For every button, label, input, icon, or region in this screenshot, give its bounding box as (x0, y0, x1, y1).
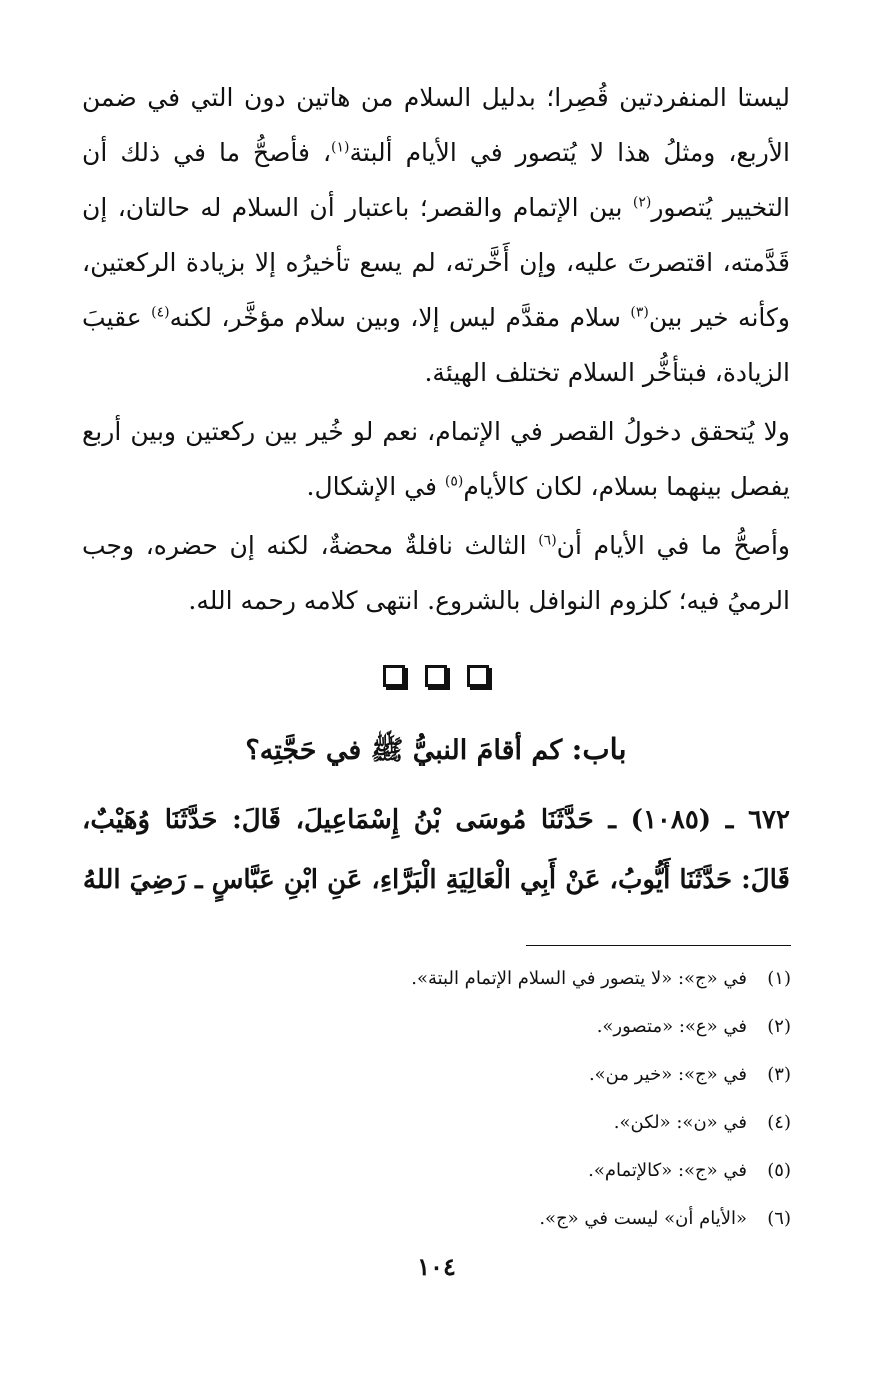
text-segment: في الإشكال. (306, 472, 445, 501)
chapter-title: كم أقامَ النبيُّ ﷺ في حَجَّتِه؟ (245, 735, 563, 766)
footnote-text: «الأيام أن» ليست في «ج». (539, 1208, 747, 1229)
text-segment: سلام مقدَّم ليس إلا، وبين سلام مؤخَّر، لكنه (169, 303, 631, 332)
paragraph (82, 404, 790, 514)
footnotes (83, 962, 791, 1250)
footnote-number: (١) (767, 968, 791, 989)
footnote-item (83, 962, 791, 1010)
footnote-text: في «ج»: «كالإتمام». (588, 1160, 747, 1181)
footnote-ref: (٦) (538, 532, 557, 549)
footnote-text: في «ج»: «خير من». (588, 1064, 747, 1085)
footnote-divider (526, 945, 791, 946)
page-number: ١٠٤ (417, 1252, 456, 1281)
text-segment: ولا يُتحقق دخولُ القصر في الإتمام، نعم لو خُير بين ركعتين وبين أربع يفصل بينهما بسلام، لكان كالأيام (82, 417, 790, 501)
footnote-ref: (١) (331, 139, 350, 156)
footnote-text: في «ج»: «لا يتصور في السلام الإتمام البتة». (411, 968, 747, 989)
footnote-item (83, 1058, 791, 1106)
text-segment: عقيبَ الزيادة، فبتأخُّر السلام تختلف الهيئة. (82, 303, 790, 387)
footnote-item (83, 1010, 791, 1058)
footnote-ref: (٣) (630, 304, 649, 321)
footnote-ref: (٢) (632, 194, 652, 211)
footnote-item (83, 1154, 791, 1202)
footnote-number: (٣) (767, 1064, 791, 1085)
footnote-text: في «ع»: «متصور». (596, 1016, 747, 1037)
text-segment: ليستا المنفردتين قُصِرا؛ بدليل السلام من هاتين دون التي في ضمن الأربع، ومثلُ هذا لا يُتصور في الأيام ألبتة (82, 83, 790, 167)
footnote-item (83, 1106, 791, 1154)
chapter-heading (82, 724, 790, 776)
chapter-label: باب: (571, 732, 627, 766)
square-ornament-icon (425, 665, 447, 687)
footnote-number: (٢) (767, 1016, 791, 1037)
footnote-number: (٤) (767, 1112, 791, 1133)
text-segment: الثالث نافلةٌ محضةٌ، لكنه إن حضره، وجب الرميُ فيه؛ كلزوم النوافل بالشروع. انتهى كلامه رحمه الله. (82, 531, 790, 615)
paragraph (82, 70, 790, 400)
text-segment: وأصحُّ ما في الأيام أن (556, 531, 791, 560)
text-segment: بين الإتمام والقصر؛ باعتبار أن السلام له حالتان، إن قَدَّمته، اقتصرتَ عليه، وإن أَخَّرته، لم يسع تأخيرُه إلا بزيادة الركعتين، وكأنه خير بين (82, 193, 790, 332)
footnote-item (83, 1202, 791, 1250)
square-ornament-icon (383, 665, 405, 687)
section-separator (82, 656, 790, 696)
footnote-number: (٥) (767, 1160, 791, 1181)
hadith-text: ٦٧٢ ـ (١٠٨٥) ـ حَدَّثَنَا مُوسَى بْنُ إِسْمَاعِيلَ، قَالَ: حَدَّثَنَا وُهَيْبٌ، قَالَ: حَدَّثَنَا أَيُّوبُ، عَنْ أَبِي الْعَالِيَةِ الْبَرَّاءِ، عَنِ ابْنِ عَبَّاسٍ ـ رَضِيَ اللهُ (82, 805, 790, 895)
footnote-text: في «ن»: «لكن». (613, 1112, 747, 1133)
footnote-ref: (٥) (444, 473, 464, 490)
footnote-ref: (٤) (151, 304, 170, 321)
main-text (82, 70, 790, 628)
page-body (82, 70, 790, 936)
text-segment: ، فأصحُّ ما في ذلك أن التخيير يُتصور (82, 138, 790, 222)
square-ornament-icon (467, 665, 489, 687)
paragraph (82, 518, 790, 628)
footnote-number: (٦) (767, 1208, 791, 1229)
